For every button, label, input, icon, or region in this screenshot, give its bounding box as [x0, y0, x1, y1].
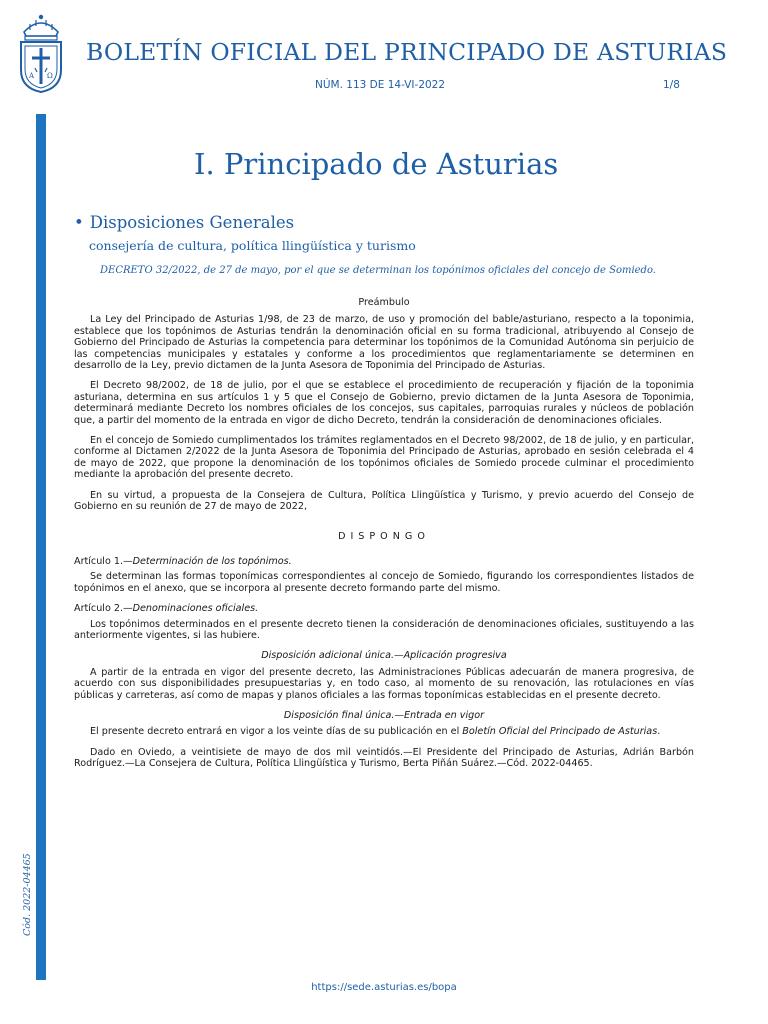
dispongo-heading: DISPONGO [338, 530, 430, 542]
document-code: Cód. 2022-04465 [22, 853, 33, 936]
article-1-text: Se determinan las formas toponímicas correspondientes al concejo de Somiedo, figurando los correspondientes listados de topónimos en el anexo, que se incorpora al presente decreto formando parte del mismo. [74, 571, 694, 594]
preamble-heading: Preámbulo [358, 297, 410, 308]
final-provision-text [74, 726, 694, 737]
bulletin-title: BOLETÍN OFICIAL DEL PRINCIPADO DE ASTURIAS [86, 38, 728, 66]
page-number: 1/8 [663, 79, 680, 91]
asturias-crest-icon [16, 12, 66, 94]
additional-provision-text: A partir de la entrada en vigor del presente decreto, las Administraciones Públicas adecuarán de manera progresiva, de acuerdo con sus disponibilidades presupuestarias y, en todo caso, al momento de su renovación, las rotulaciones en vías públicas y carreteras, así como de mapas y planos oficiales a las formas toponímicas establecidas en el presente decreto. [74, 666, 694, 701]
subsection-title [74, 213, 294, 232]
additional-provision-heading: Disposición adicional única.—Aplicación progresiva [261, 650, 507, 662]
article-2-text: Los topónimos determinados en el presente decreto tienen la consideración de denominaciones oficiales, sustituyendo a las anteriormente vigentes, si las hubiere. [74, 618, 694, 641]
article-2-label: Artículo 2.— [74, 603, 133, 615]
section-title: I. Principado de Asturias [194, 147, 559, 181]
paragraph-2: El Decreto 98/2002, de 18 de julio, por el que se establece el procedimiento de recuperación y fijación de la toponimia asturiana, determina en sus artículos 1 y 5 que el Consejo de Gobierno, previo dictamen de la Junta Asesora de Toponimia, determinará mediante Decreto los nombres oficiales de los concejos, sus capitales, parroquias rurales y núcleos de población que, a partir del momento de la entrada en vigor de dicho Decreto, tendrán la consideración de denominaciones oficiales. [74, 380, 694, 426]
final-text-c: . [657, 726, 661, 738]
council-name: consejería de cultura, política llingüística y turismo [89, 238, 416, 253]
paragraph-1: La Ley del Principado de Asturias 1/98, de 23 de marzo, de uso y promoción del bable/asturiano, respecto a la toponimia, establece que los topónimos de Asturias tendrán la denominación oficial en su forma tradicional, atribuyendo al Consejo de Gobierno del Principado de Asturias la competencia para determinar los topónimos de la Comunidad Autónoma sin perjuicio de las competencias municipales y estatales y conforme a los procedimientos que reglamentariamente se determinen en desarrollo de la Ley, previo dictamen de la Junta Asesora de Toponimia del Principado de Asturias. [74, 314, 694, 372]
article-2-title: Denominaciones oficiales. [132, 603, 259, 615]
footer-link[interactable]: https://sede.asturias.es/bopa [311, 982, 457, 993]
signature: Dado en Oviedo, a veintisiete de mayo de dos mil veintidós.—El Presidente del Principado de Asturias, Adrián Barbón Rodríguez.—La Consejera de Cultura, Política Llingüística y Turismo, Berta Piñán Suárez.—Cód. 2022-04465. [74, 746, 694, 770]
article-1-label: Artículo 1.— [74, 555, 133, 567]
article-2-heading [74, 603, 694, 614]
final-text-a: El presente decreto entrará en vigor a los veinte días de su publicación en el [90, 726, 463, 738]
article-1-heading [74, 556, 694, 567]
paragraph-3: En el concejo de Somiedo cumplimentados los trámites reglamentados en el Decreto 98/2002, de 18 de julio, y en particular, conforme al Dictamen 2/2022 de la Junta Asesora de Toponimia del Principado de Asturias, aprobado en sesión celebrada el 4 de mayo de 2022, que propone la denominación de los topónimos oficiales de Somiedo procede culminar el procedimiento mediante la aprobación del presente decreto. [74, 435, 694, 481]
subsection-label: Disposiciones Generales [89, 213, 295, 232]
document-body [74, 297, 694, 779]
paragraph-4: En su virtud, a propuesta de la Consejera de Cultura, Política Llingüística y Turismo, y previo acuerdo del Consejo de Gobierno en su reunión de 27 de mayo de 2022, [74, 489, 694, 513]
article-1-title: Determinación de los topónimos. [132, 555, 292, 567]
bullet-icon: • [74, 213, 84, 232]
bulletin-name: Boletín Oficial del Principado de Asturias [462, 726, 658, 738]
svg-text:A: A [29, 72, 35, 80]
svg-text:Ω: Ω [47, 72, 53, 80]
final-provision-heading: Disposición final única.—Entrada en vigor [283, 709, 485, 721]
issue-number: NÚM. 113 DE 14-VI-2022 [315, 79, 446, 91]
decree-title: DECRETO 32/2022, de 27 de mayo, por el que se determinan los topónimos oficiales del concejo de Somiedo. [100, 265, 656, 276]
sidebar-bar [36, 114, 46, 980]
